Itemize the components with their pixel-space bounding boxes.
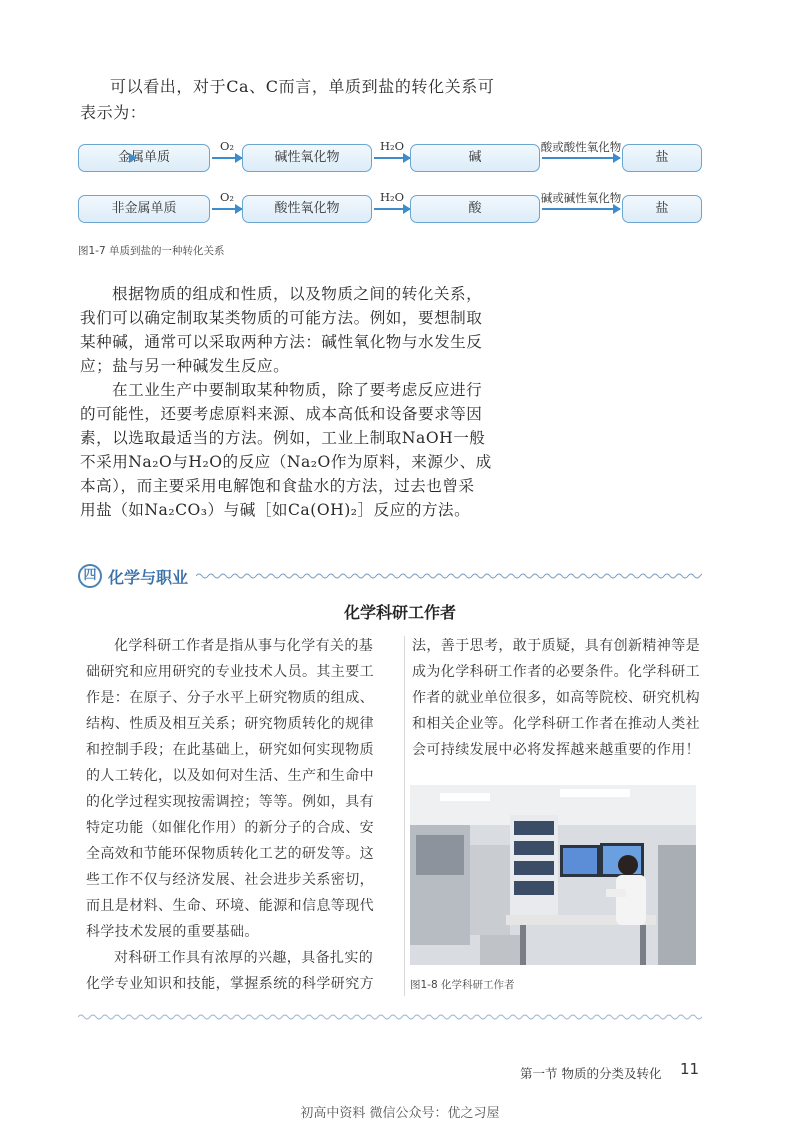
column-line: 础研究和应用研究的专业技术人员。其主要工 (86, 664, 374, 680)
acidic-oxide-box: 酸性氧化物 (242, 195, 372, 223)
salt-box: 盐 (622, 144, 702, 172)
metal-conversion-chain (78, 139, 702, 174)
footer-section-label: 第一节 物质的分类及转化 (520, 1066, 662, 1081)
column-line: 和控制手段；在此基础上，研究如何实现物质 (86, 742, 374, 758)
acid-box: 酸 (410, 195, 540, 223)
column-line: 会可持续发展中必将发挥越来越重要的作用！ (412, 742, 700, 758)
column-line: 全高效和节能环保物质转化工艺的研发等。这 (86, 846, 374, 862)
salt-box: 盐 (622, 195, 702, 223)
column-line: 特定功能（如催化作用）的新分子的合成、安 (86, 820, 374, 836)
lab-researcher-photo (410, 785, 696, 965)
arrow-label: H₂O (379, 139, 405, 153)
arrow-label: 酸或酸性氧化物 (540, 140, 622, 154)
base-box: 碱 (410, 144, 540, 172)
column-line: 的化学过程实现按需调控；等等。例如，具有 (86, 794, 374, 810)
bottom-wavy-divider (78, 1012, 702, 1022)
arrow-label: O₂ (219, 139, 235, 153)
nonmetal-element-box: 非金属单质 (78, 195, 210, 223)
paragraph-line: 本高），而主要采用电解饱和食盐水的方法，过去也曾采 (80, 477, 475, 495)
left-column (86, 633, 398, 997)
arrow-label: O₂ (219, 190, 235, 204)
right-column (412, 633, 712, 763)
section-title: 化学与职业 (108, 568, 189, 587)
column-line: 法，善于思考，敢于质疑，具有创新精神等是 (412, 638, 700, 654)
arrow-base (540, 191, 622, 210)
column-line: 成为化学科研工作者的必要条件。化学科研工 (412, 664, 700, 680)
figure-caption-1-7: 图1-7 单质到盐的一种转化关系 (78, 245, 225, 257)
column-line: 作是：在原子、分子水平上研究物质的组成、 (86, 690, 374, 706)
column-line: 结构、性质及相互关系；研究物质转化的规律 (86, 716, 374, 732)
paragraph-line: 素，以选取最适当的方法。例如，工业上制取NaOH一般 (80, 429, 486, 447)
section-badge-icon: 四 (78, 564, 102, 588)
paragraph-line: 在工业生产中要制取某种物质，除了要考虑反应进行 (112, 381, 483, 399)
arrow-o2 (212, 139, 242, 159)
paragraph-line: 不采用Na₂O与H₂O的反应（Na₂O作为原料，来源少、成 (80, 453, 492, 471)
paragraph-line: 的可能性，还要考虑原料来源、成本高低和设备要求等因 (80, 405, 483, 423)
column-line: 科学技术发展的重要基础。 (86, 924, 259, 940)
column-line: 些工作不仅与经济发展、社会进步关系密切， (86, 872, 374, 888)
section-header (78, 563, 702, 591)
figure-caption-1-8: 图1-8 化学科研工作者 (410, 979, 515, 991)
basic-oxide-box: 碱性氧化物 (242, 144, 372, 172)
wavy-divider (196, 571, 702, 581)
paragraph-line: 根据物质的组成和性质，以及物质之间的转化关系， (112, 285, 483, 303)
nonmetal-conversion-chain (78, 190, 702, 225)
paragraph-line: 我们可以确定制取某类物质的可能方法。例如，要想制取 (80, 309, 483, 327)
arrow-h2o (374, 139, 410, 159)
column-line: 化学专业知识和技能，掌握系统的科学研究方 (86, 976, 374, 992)
column-line: 和相关企业等。化学科研工作者在推动人类社 (412, 716, 700, 732)
arrow-o2 (212, 190, 242, 210)
paragraph-line: 用盐（如Na₂CO₃）与碱［如Ca(OH)₂］反应的方法。 (80, 501, 471, 519)
lab-scene-image (410, 785, 696, 965)
paragraph-1 (80, 282, 710, 378)
intro-line-1: 可以看出，对于Ca、C而言，单质到盐的转化关系可 (110, 77, 495, 96)
column-divider (404, 636, 405, 996)
intro-line-2: 表示为： (80, 103, 147, 122)
column-line: 而且是材料、生命、环境、能源和信息等现代 (86, 898, 374, 914)
arrow-label: 碱或碱性氧化物 (540, 191, 622, 205)
metal-element-box: 金属单质 (78, 144, 210, 172)
column-line: 化学科研工作者是指从事与化学有关的基 (114, 638, 374, 654)
paragraph-2 (80, 378, 710, 522)
arrow-acid (540, 140, 622, 159)
page-number: 11 (680, 1060, 700, 1078)
column-line: 作者的就业单位很多，如高等院校、研究机构 (412, 690, 700, 706)
arrow-label: H₂O (379, 190, 405, 204)
paragraph-line: 某种碱，通常可以采取两种方法：碱性氧化物与水发生反 (80, 333, 483, 351)
footer-watermark: 初高中资料 微信公众号：优之习屋 (300, 1106, 500, 1121)
article-title: 化学科研工作者 (343, 603, 456, 622)
column-line: 的人工转化，以及如何对生活、生产和生命中 (86, 768, 374, 784)
column-line: 对科研工作具有浓厚的兴趣，具备扎实的 (114, 950, 374, 966)
arrow-h2o (374, 190, 410, 210)
paragraph-line: 应；盐与另一种碱发生反应。 (80, 357, 290, 375)
